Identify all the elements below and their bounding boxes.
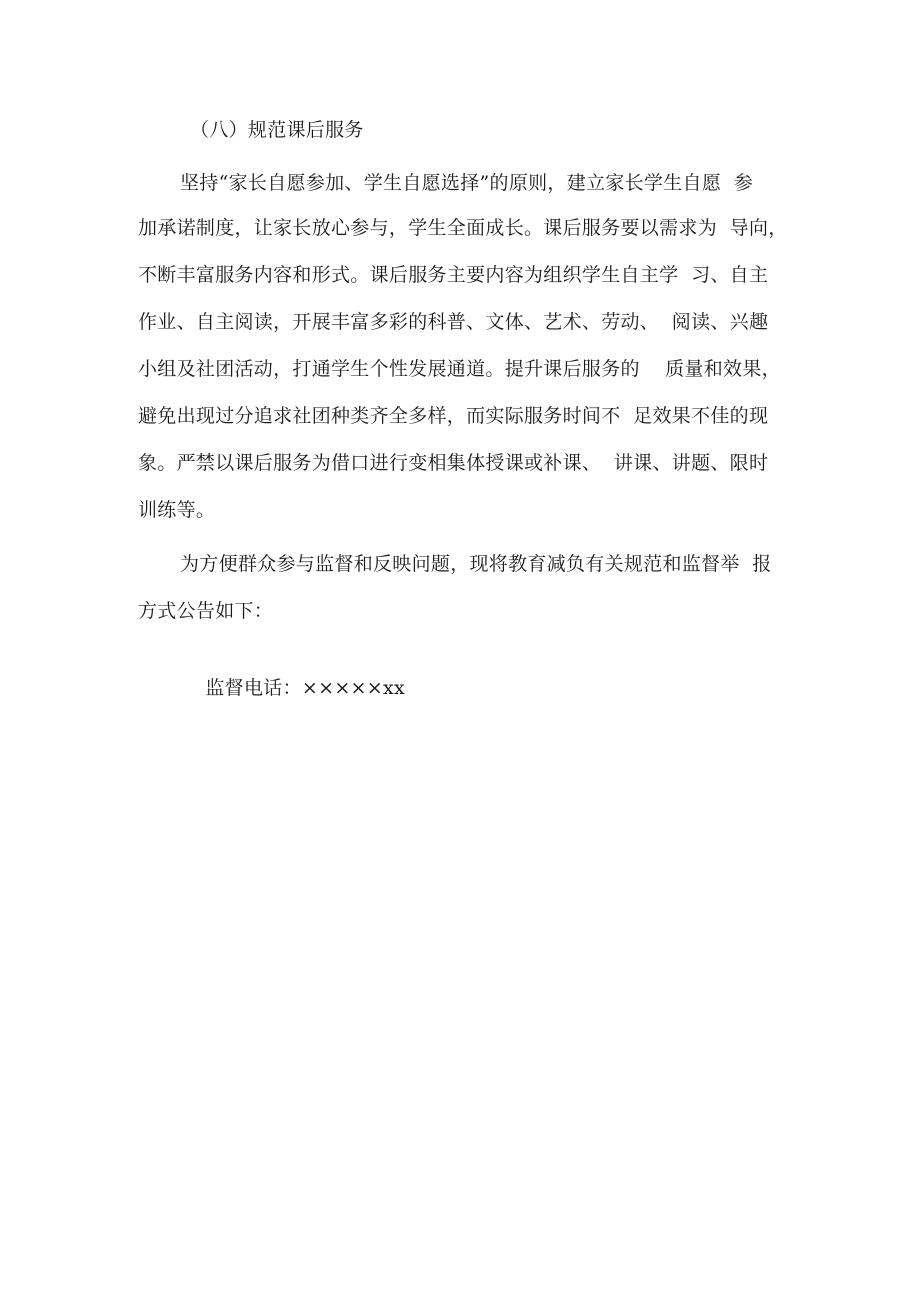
- paragraph-1-line-6: 避免出现过分追求社团种类齐全多样，而实际服务时间不 足效果不佳的现: [138, 405, 769, 427]
- paragraph-1-line-7: 象。严禁以课后服务为借口进行变相集体授课或补课、 讲课、讲题、限时: [138, 452, 769, 474]
- phone-value: ×××××xx: [301, 677, 406, 699]
- paragraph-1-line-4: 作业、自主阅读，开展丰富多彩的科普、文体、艺术、劳动、 阅读、兴趣: [138, 311, 769, 333]
- paragraph-1-line-1: 坚持“家长自愿参加、学生自愿选择”的原则，建立家长学生自愿 参: [180, 172, 754, 194]
- supervision-phone: [180, 652, 405, 724]
- paragraph-1-line-5: 小组及社团活动，打通学生个性发展通道。提升课后服务的 质量和效果，: [138, 358, 781, 380]
- paragraph-2-line-2: 方式公告如下：: [138, 600, 274, 622]
- paragraph-1-line-2: 加承诺制度，让家长放心参与，学生全面成长。课后服务要以需求为 导向，: [138, 217, 788, 239]
- phone-label: 监督电话：: [205, 677, 302, 699]
- paragraph-1-line-8: 训练等。: [138, 499, 216, 521]
- paragraph-1-line-3: 不断丰富服务内容和形式。课后服务主要内容为组织学生自主学 习、自主: [138, 264, 769, 286]
- paragraph-2-line-1: 为方便群众参与监督和反映问题，现将教育减负有关规范和监督举 报: [180, 553, 772, 575]
- section-heading: （八）规范课后服务: [190, 119, 364, 141]
